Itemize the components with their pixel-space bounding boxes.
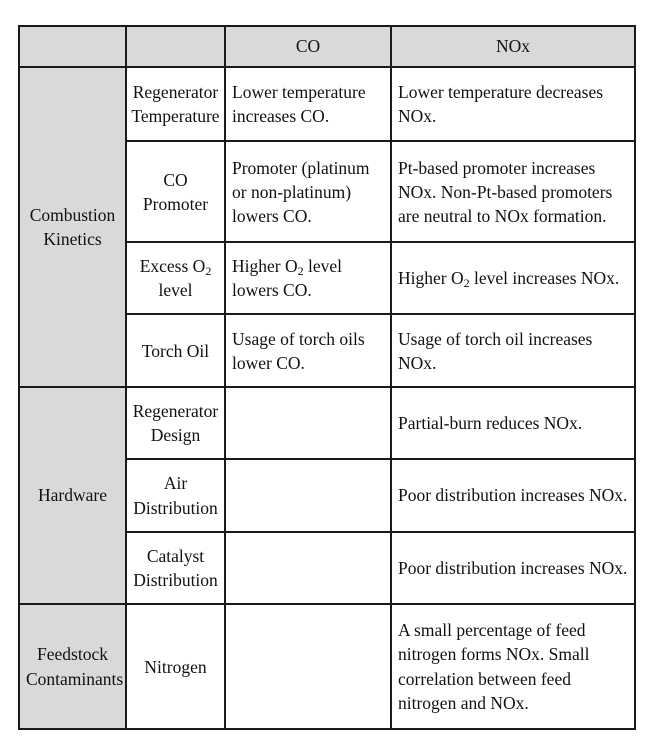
table-row — [19, 604, 635, 729]
co-effect-cell: Promoter (platinum or non-platinum) lowers CO. — [225, 141, 391, 242]
nox-effect-cell: Usage of torch oil increases NOx. — [391, 314, 635, 386]
emissions-factor-table — [18, 25, 636, 730]
co-effect-cell — [225, 532, 391, 604]
factor-cell: Excess $O_2$ level — [126, 242, 225, 314]
factor-cell: Air Distribution — [126, 459, 225, 531]
nox-effect-cell: A small percentage of feed nitrogen forms NOx. Small correlation between feed nitrogen and NOx. — [391, 604, 635, 729]
header-group-cell — [19, 26, 126, 67]
co-effect-cell — [225, 387, 391, 459]
factor-cell: Nitrogen — [126, 604, 225, 729]
nox-effect-cell: Partial-burn reduces NOx. — [391, 387, 635, 459]
factor-cell: Regenerator Temperature — [126, 67, 225, 141]
nox-effect-cell: Poor distribution increases NOx. — [391, 459, 635, 531]
factor-cell: Catalyst Distribution — [126, 532, 225, 604]
group-hardware: Hardware — [19, 387, 126, 604]
group-combustion-kinetics: Combustion Kinetics — [19, 67, 126, 387]
factor-cell: Torch Oil — [126, 314, 225, 386]
table-row — [19, 67, 635, 141]
factor-cell: CO Promoter — [126, 141, 225, 242]
header-nox: NOx — [391, 26, 635, 67]
factor-cell: Regenerator Design — [126, 387, 225, 459]
nox-effect-cell: Higher $O_2$ level increases NOx. — [391, 242, 635, 314]
table-row — [19, 387, 635, 459]
co-effect-cell — [225, 459, 391, 531]
nox-effect-cell: Pt-based promoter increases NOx. Non-Pt-based promoters are neutral to NOx formation. — [391, 141, 635, 242]
header-row — [19, 26, 635, 67]
group-feedstock-contaminants: Feedstock Contaminants — [19, 604, 126, 729]
co-effect-cell: Higher $O_2$ level lowers CO. — [225, 242, 391, 314]
header-factor-cell — [126, 26, 225, 67]
co-effect-cell — [225, 604, 391, 729]
nox-effect-cell: Poor distribution increases NOx. — [391, 532, 635, 604]
nox-effect-cell: Lower temperature decreases NOx. — [391, 67, 635, 141]
co-effect-cell: Usage of torch oils lower CO. — [225, 314, 391, 386]
co-effect-cell: Lower temperature increases CO. — [225, 67, 391, 141]
header-co: CO — [225, 26, 391, 67]
